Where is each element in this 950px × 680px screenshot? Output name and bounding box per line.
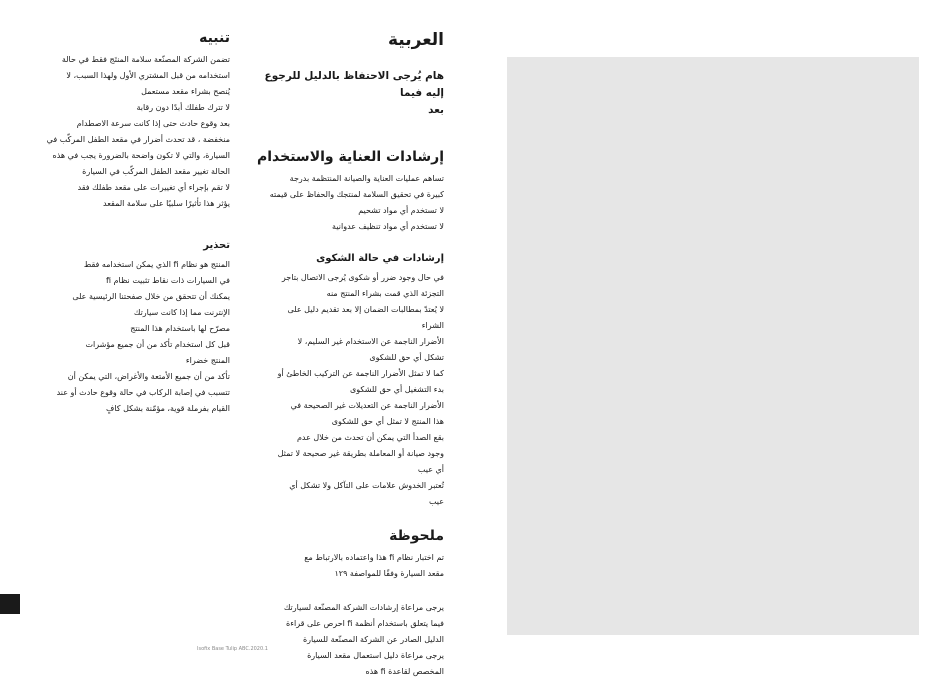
caution-line: استخدامه من قبل المشتري الأول ولهذا السبب، لا xyxy=(66,71,230,80)
note-line: المخصص لقاعدة fi هذه xyxy=(365,667,444,676)
document-footer: Isofix Base Tulip ABC.2020.1 xyxy=(197,646,268,652)
middle-column xyxy=(256,30,444,680)
note-line: الدليل الصادر عن الشركة المصنّعة للسيارة xyxy=(302,635,444,644)
complaint-line: وجود صيانة أو المعاملة بطريقة غير صحيحة لا تمثل xyxy=(277,449,444,458)
complaint-line: لا يُعتدّ بمطالبات الضمان إلا بعد تقديم دليل على xyxy=(287,305,444,314)
complaints-text xyxy=(256,270,444,510)
image-placeholder-panel xyxy=(507,57,919,635)
note-line: تم اختبار نظام fi هذا واعتماده بالارتباط مع xyxy=(304,553,444,562)
warning-line: المنتج هو نظام fi الذي يمكن استخدامه فقط xyxy=(83,260,230,269)
care-text xyxy=(256,171,444,235)
complaint-line: التجزئة الذي قمت بشراء المنتج منه xyxy=(326,289,444,298)
warning-line: يمكنك أن تتحقق من خلال صفحتنا الرئيسية على xyxy=(72,292,230,301)
warning-text xyxy=(40,257,230,417)
note-line: فيما يتعلق باستخدام أنظمة fi احرص على قراءة xyxy=(286,619,444,628)
complaint-line: عيب xyxy=(428,497,444,506)
complaint-line: الشراء xyxy=(421,321,444,330)
complaint-line: الأضرار الناجمة عن التعديلات غير الصحيحة في xyxy=(290,401,444,410)
note-line: يرجى مراعاة دليل استعمال مقعد السيارة xyxy=(307,651,444,660)
note-text-a xyxy=(256,550,444,582)
complaint-line: أي عيب xyxy=(417,465,444,474)
caution-text xyxy=(40,52,230,212)
care-heading: إرشادات العناية والاستخدام xyxy=(256,149,444,165)
complaint-line: هذا المنتج لا تمثل أي حق للشكوى xyxy=(331,417,444,426)
warning-line: الإنترنت مما إذا كانت سيارتك xyxy=(133,308,230,317)
note-line: يرجى مراعاة إرشادات الشركة المصنّعة لسيارتك xyxy=(283,603,444,612)
caution-heading: تنبيه xyxy=(199,30,230,46)
caution-line: الحالة تغيير مقعد الطفل المركّب في السيارة xyxy=(82,167,230,176)
important-line: بعد xyxy=(428,104,444,116)
complaint-line: تُعتبر الخدوش علامات على التآكل ولا تشكل أي xyxy=(289,481,444,490)
note-text-b xyxy=(256,600,444,680)
warning-line: القيام بفرملة قوية، مؤمّنة بشكل كافٍ xyxy=(106,404,230,413)
caution-line: يُنصح بشراء مقعد مستعمل xyxy=(141,87,230,96)
care-line: كبيرة في تحقيق السلامة لمنتجك والحفاظ على قيمته xyxy=(269,190,444,199)
care-line: لا تستخدم أي مواد تشحيم xyxy=(358,206,444,215)
complaint-line: في حال وجود ضرر أو شكوى يُرجى الاتصال بتاجر xyxy=(281,273,444,282)
caution-line: لا تترك طفلك أبدًا دون رقابة xyxy=(136,103,230,112)
caution-line: تضمن الشركة المصنّعة سلامة المنتَج فقط في حالة xyxy=(61,55,230,64)
warning-line: المنتج خضراء xyxy=(185,356,230,365)
warning-line: تأكد من أن جميع الأمتعة والأغراض، التي يمكن أن xyxy=(67,372,230,381)
language-heading: العربية xyxy=(387,30,444,50)
care-line: تساهم عمليات العناية والصيانة المنتظمة بدرجة xyxy=(289,174,444,183)
important-line: هام يُرجى الاحتفاظ بالدليل للرجوع إليه فيما xyxy=(264,70,444,99)
caution-line: منخفضة ، قد تحدث أضرار في مقعد الطفل المركّب في xyxy=(46,135,230,144)
complaint-line: الأضرار الناجمة عن الاستخدام غير السليم، لا xyxy=(297,337,444,346)
caution-line: لا تقم بإجراء أي تغييرات على مقعد طفلك فقد xyxy=(77,183,230,192)
caution-line: بعد وقوع حادث حتى إذا كانت سرعة الاصطدام xyxy=(76,119,230,128)
important-note xyxy=(256,68,444,119)
caution-line: يؤثر هذا تأثيرًا سلبيًا على سلامة المقعد xyxy=(103,199,230,208)
warning-heading: تحذير xyxy=(203,240,230,251)
warning-line: مصرّح لها باستخدام هذا المنتج xyxy=(130,324,230,333)
page-edge-tab xyxy=(0,594,20,614)
caution-line: السيارة، والتي لا تكون واضحة بالضرورة يجب في هذه xyxy=(52,151,230,160)
left-column xyxy=(40,30,230,417)
warning-line: في السيارات ذات نقاط تثبيت نظام fi xyxy=(106,276,230,285)
complaint-line: بدء التشغيل أي حق للشكوى xyxy=(349,385,444,394)
complaint-line: كما لا تمثل الأضرار الناجمة عن التركيب الخاطئ أو xyxy=(277,369,444,378)
warning-line: قبل كل استخدام تأكد من أن جميع مؤشرات xyxy=(85,340,230,349)
complaints-heading: إرشادات في حالة الشكوى xyxy=(316,253,444,264)
complaint-line: تشكل أي حق للشكوى xyxy=(369,353,444,362)
complaint-line: بقع الصدأ التي يمكن أن تحدث من خلال عدم xyxy=(296,433,444,442)
care-line: لا تستخدم أي مواد تنظيف عدوانية xyxy=(332,222,444,231)
note-heading: ملحوظة xyxy=(389,528,444,544)
warning-line: تتسبب في إصابة الركاب في حالة وقوع حادث أو عند xyxy=(56,388,230,397)
note-line: مقعد السيارة وفقًا للمواصفة ١٢٩ xyxy=(334,569,444,578)
